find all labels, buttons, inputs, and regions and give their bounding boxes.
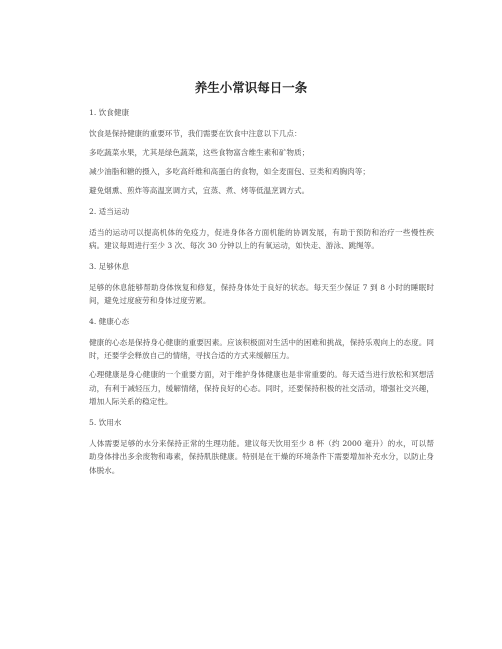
section-diet — [89, 107, 434, 198]
paragraph: 足够的休息能够帮助身体恢复和修复，保持身体处于良好的状态。每天至少保证 7 到 8 小时的睡眠时间，避免过度疲劳和身体过度劳累。 — [89, 282, 434, 305]
paragraph: 饮食是保持健康的重要环节，我们需要在饮食中注意以下几点： — [89, 129, 302, 138]
section-heading: 2. 适当运动 — [89, 206, 130, 216]
paragraph: 避免烟熏、煎炸等高温烹调方式，宜蒸、煮、烤等低温烹调方式。 — [89, 186, 310, 195]
section-water — [89, 417, 434, 478]
section-mindset — [89, 316, 434, 409]
section-rest — [89, 261, 434, 308]
paragraph: 适当的运动可以提高机体的免疫力，促进身体各方面机能的协调发展，有助于预防和治疗一些慢性疾病。建议每周进行至少 3 次、每次 30 分钟以上的有氧运动，如快走、游泳、跳绳等。 — [89, 227, 434, 250]
document-body — [89, 107, 434, 485]
section-heading: 5. 饮用水 — [89, 417, 122, 427]
section-heading: 3. 足够休息 — [89, 261, 130, 271]
paragraph: 减少油脂和糖的摄入，多吃高纤维和高蛋白的食物，如全麦面包、豆类和鸡胸肉等； — [89, 167, 370, 176]
section-heading: 4. 健康心态 — [89, 316, 130, 326]
document-title: 养生小常识每日一条 — [194, 80, 308, 95]
section-exercise — [89, 206, 434, 253]
paragraph: 健康的心态是保持身心健康的重要因素。应该积极面对生活中的困难和挑战，保持乐观向上的态度。同时，还要学会释放自己的情绪，寻找合适的方式来缓解压力。 — [89, 337, 434, 360]
section-heading: 1. 饮食健康 — [89, 108, 130, 117]
paragraph: 心理健康是身心健康的一个重要方面，对于维护身体健康也是非常重要的。每天适当进行放松和冥想活动，有利于减轻压力，缓解情绪，保持良好的心态。同时，还要保持积极的社交活动，增强社交兴趣，增加人际关系的稳定性。 — [89, 370, 434, 406]
paragraph: 人体需要足够的水分来保持正常的生理功能。建议每天饮用至少 8 杯（约 2000 毫升）的水，可以帮助身体排出多余废物和毒素，保持肌肤健康。特别是在干燥的环境条件下需要增加补充水分，以防止身体脱水。 — [89, 438, 434, 475]
paragraph: 多吃蔬菜水果，尤其是绿色蔬菜，这些食物富含维生素和矿物质； — [89, 148, 310, 157]
